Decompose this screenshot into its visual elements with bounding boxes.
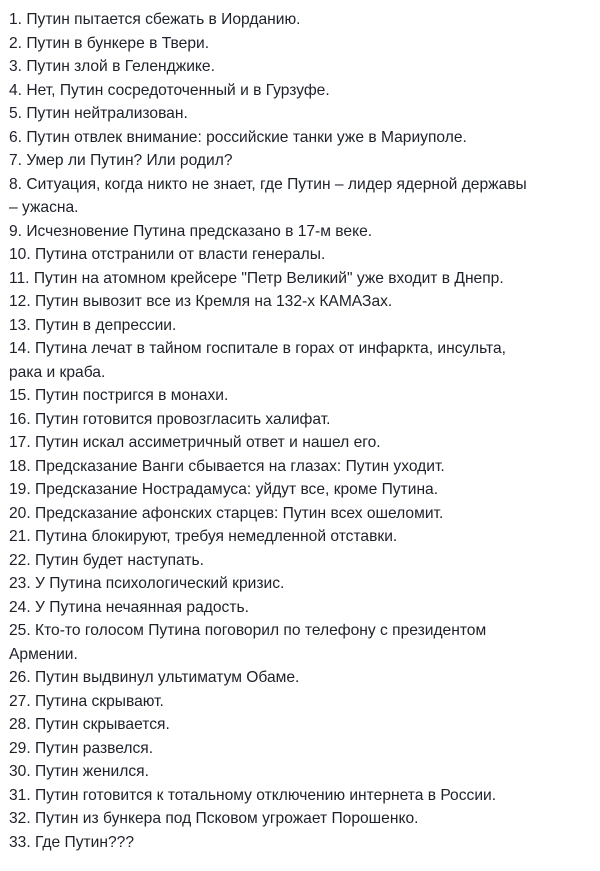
list-item-continuation: рака и краба. <box>9 363 106 381</box>
list-item: 25. Кто-то голосом Путина поговорил по телефону с президентом <box>9 622 487 639</box>
list-item: 22. Путин будет наступать. <box>9 551 204 569</box>
list-item: 3. Путин злой в Геленджике. <box>9 58 215 75</box>
list-item: 19. Предсказание Нострадамуса: уйдут все, кроме Путина. <box>9 481 439 498</box>
list-item: 28. Путин скрывается. <box>9 716 170 733</box>
list-item: 5. Путин нейтрализован. <box>9 105 188 122</box>
list-item: 6. Путин отвлек внимание: российские танки уже в Мариуполе. <box>9 128 467 146</box>
list-item: 14. Путина лечат в тайном госпитале в горах от инфаркта, инсульта, <box>9 340 506 357</box>
list-item: 27. Путина скрывают. <box>9 692 164 710</box>
list-item: 1. Путин пытается сбежать в Иорданию. <box>9 11 301 28</box>
list-item-continuation: Армении. <box>9 645 78 663</box>
list-item: 32. Путин из бункера под Псковом угрожает Порошенко. <box>9 810 419 827</box>
list-item: 23. У Путина психологический кризис. <box>9 575 285 592</box>
list-item: 24. У Путина нечаянная радость. <box>9 598 249 616</box>
list-item: 17. Путин искал ассиметричный ответ и нашел его. <box>9 434 381 451</box>
list-item: 20. Предсказание афонских старцев: Путин всех ошеломит. <box>9 504 444 522</box>
list-item: 10. Путина отстранили от власти генералы. <box>9 246 326 263</box>
list-item: 8. Ситуация, когда никто не знает, где Путин – лидер ядерной державы <box>9 175 527 193</box>
list-item: 2. Путин в бункере в Твери. <box>9 34 210 52</box>
list-item-continuation: – ужасна. <box>9 199 79 216</box>
list-item: 29. Путин развелся. <box>9 739 154 757</box>
list-item: 13. Путин в депрессии. <box>9 316 177 334</box>
list-item: 4. Нет, Путин сосредоточенный и в Гурзуфе. <box>9 81 330 99</box>
list-item: 16. Путин готовится провозгласить халифат. <box>9 410 331 428</box>
text-document <box>9 8 594 854</box>
list-item: 31. Путин готовится к тотальному отключению интернета в России. <box>9 786 497 804</box>
list-item: 26. Путин выдвинул ультиматум Обаме. <box>9 669 300 686</box>
list-item: 11. Путин на атомном крейсере "Петр Великий" уже входит в Днепр. <box>9 269 504 287</box>
list-item: 33. Где Путин??? <box>9 833 135 851</box>
list-item: 12. Путин вывозит все из Кремля на 132-х КАМАЗах. <box>9 293 393 310</box>
list-item: 18. Предсказание Ванги сбывается на глазах: Путин уходит. <box>9 457 445 475</box>
list-item: 21. Путина блокируют, требуя немедленной отставки. <box>9 528 398 545</box>
list-item: 15. Путин постригся в монахи. <box>9 387 229 404</box>
list-item: 30. Путин женился. <box>9 763 149 780</box>
list-item: 7. Умер ли Путин? Или родил? <box>9 152 233 169</box>
list-item: 9. Исчезновение Путина предсказано в 17-м веке. <box>9 222 373 240</box>
